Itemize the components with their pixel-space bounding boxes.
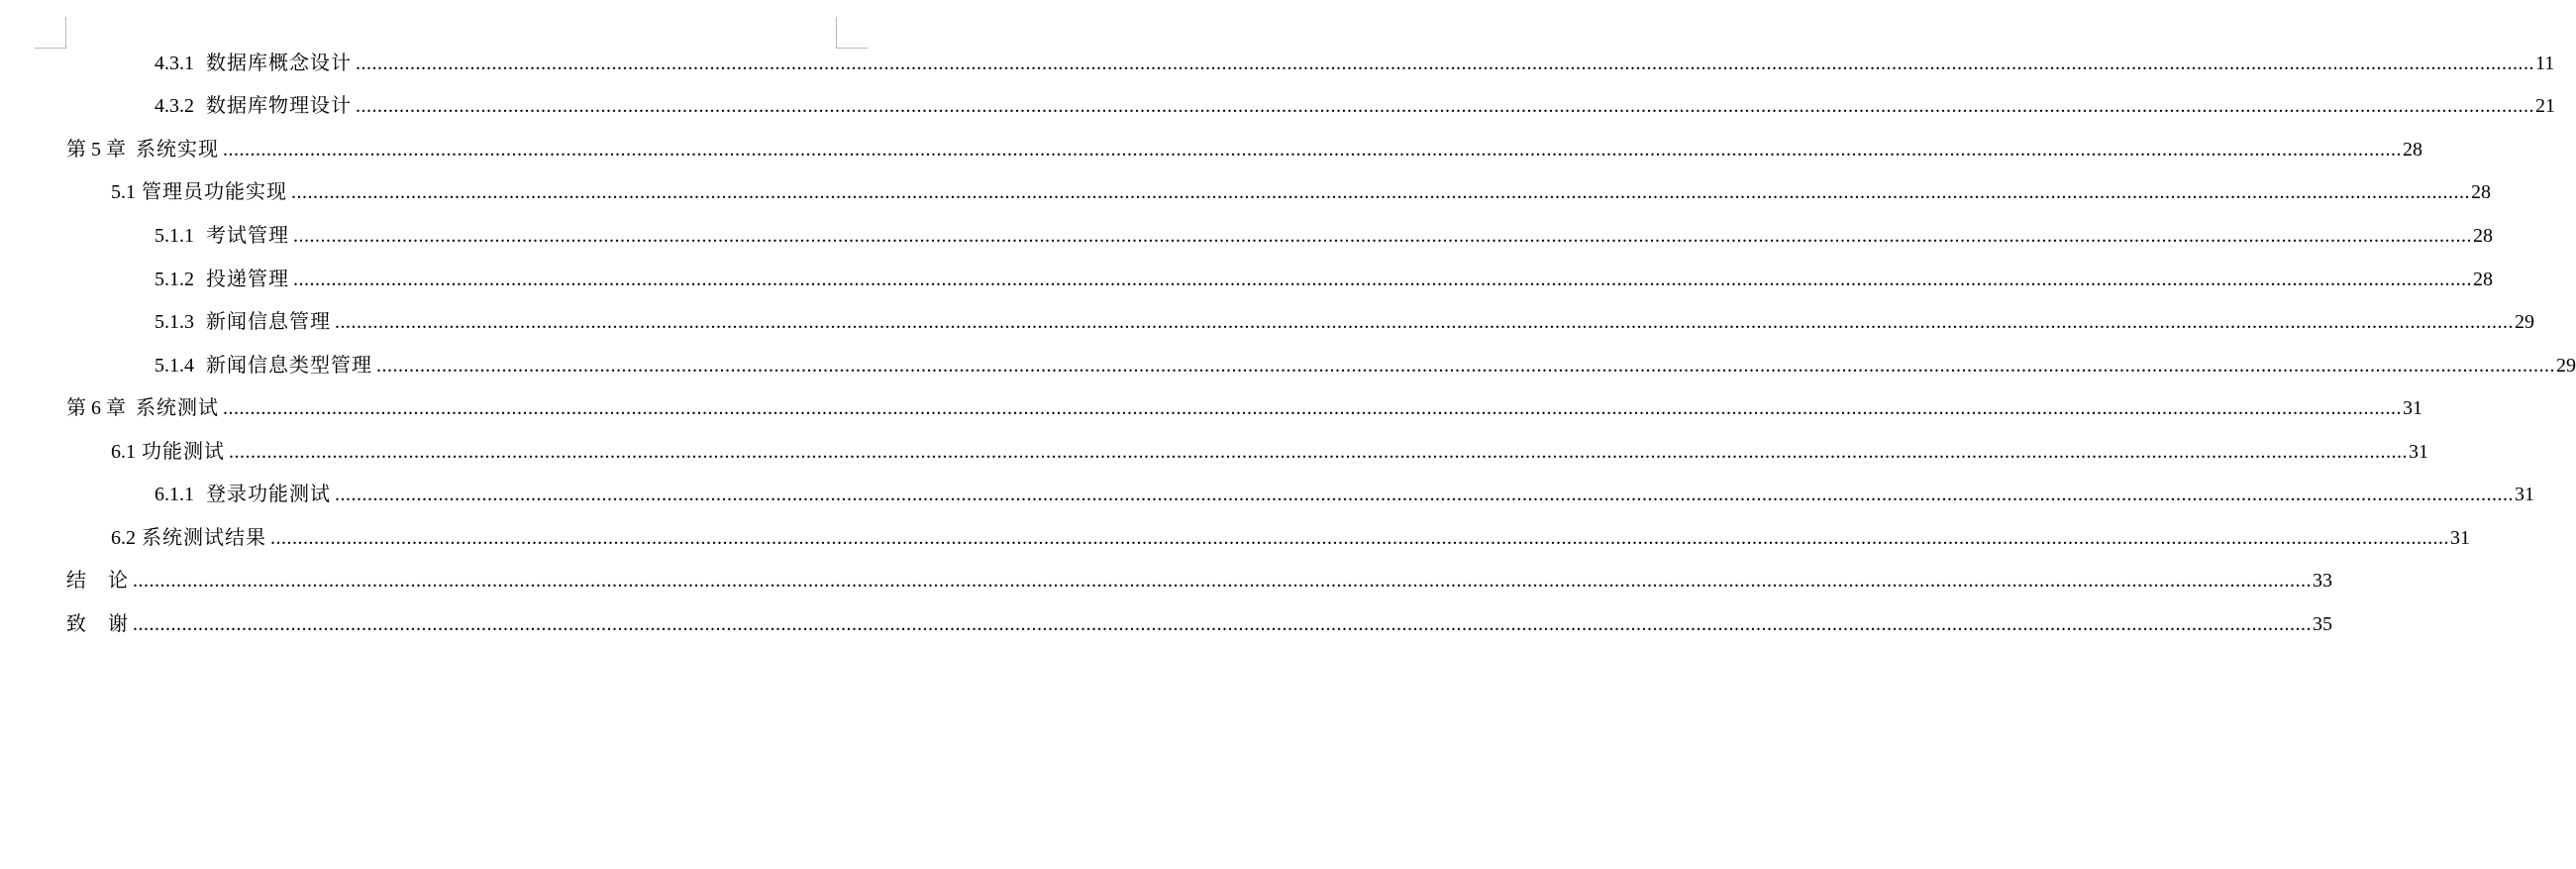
toc-entry-page: 28 <box>2471 181 2491 203</box>
toc-entry[interactable] <box>155 265 2493 294</box>
toc-entry-page: 29 <box>2515 311 2534 333</box>
crop-mark-top-left <box>35 17 66 49</box>
toc-leader-dots: ................................................................................................................................................................................................................................................................................................................................................................................................................ <box>223 397 2402 419</box>
toc-entry-page: 35 <box>2313 613 2332 635</box>
toc-leader-dots: ................................................................................................................................................................................................................................................................................................................................................................................................................ <box>270 527 2449 549</box>
toc-entry-number: 第 6 章 <box>66 397 126 419</box>
toc-entry[interactable] <box>66 393 2422 423</box>
toc-entry-page: 31 <box>2409 441 2428 463</box>
toc-entry[interactable] <box>66 609 2332 639</box>
toc-entry-title: 管理员功能实现 <box>142 181 287 203</box>
toc-entry-number: 5.1 <box>111 181 136 203</box>
toc-entry-title: 投递管理 <box>206 269 289 290</box>
toc-leader-dots: ................................................................................................................................................................................................................................................................................................................................................................................................................ <box>356 53 2534 74</box>
toc-leader-dots: ................................................................................................................................................................................................................................................................................................................................................................................................................ <box>229 441 2408 463</box>
toc-entry-title: 致 谢 <box>66 613 129 635</box>
toc-entry-number: 6.1 <box>111 441 136 463</box>
toc-leader-dots: ................................................................................................................................................................................................................................................................................................................................................................................................................ <box>133 570 2312 592</box>
toc-leader-dots: ................................................................................................................................................................................................................................................................................................................................................................................................................ <box>356 95 2534 117</box>
toc-entry-title: 数据库概念设计 <box>206 53 352 74</box>
toc-entry[interactable] <box>155 480 2534 509</box>
toc-entry-page: 29 <box>2556 355 2576 377</box>
toc-entry-number: 5.1.2 <box>155 269 194 290</box>
toc-entry-page: 11 <box>2535 53 2555 74</box>
toc-leader-dots: ................................................................................................................................................................................................................................................................................................................................................................................................................ <box>133 613 2312 635</box>
toc-entry-number: 6.2 <box>111 527 136 549</box>
toc-leader-dots: ................................................................................................................................................................................................................................................................................................................................................................................................................ <box>291 181 2470 203</box>
toc-entry-title: 新闻信息管理 <box>206 311 331 333</box>
toc-entry-title: 登录功能测试 <box>206 484 331 505</box>
toc-entry[interactable] <box>66 135 2422 164</box>
toc-entry[interactable] <box>111 177 2491 207</box>
toc-entry-page: 31 <box>2450 527 2470 549</box>
toc-entry-number: 第 5 章 <box>66 139 126 161</box>
toc-entry[interactable] <box>155 49 2555 78</box>
toc-entry-title: 新闻信息类型管理 <box>206 355 372 377</box>
toc-entry-page: 28 <box>2473 225 2493 247</box>
toc-entry-page: 33 <box>2313 570 2332 592</box>
toc-leader-dots: ................................................................................................................................................................................................................................................................................................................................................................................................................ <box>335 484 2514 505</box>
toc-entry-title: 考试管理 <box>206 225 289 247</box>
toc-entry[interactable] <box>155 221 2493 251</box>
toc-entry-page: 28 <box>2403 139 2422 161</box>
toc-entry[interactable] <box>155 307 2534 337</box>
toc-entry-page: 31 <box>2403 397 2422 419</box>
toc-entry-title: 系统测试结果 <box>142 527 266 549</box>
toc-entry-page: 21 <box>2535 95 2555 117</box>
toc-entry-number: 4.3.1 <box>155 53 194 74</box>
toc-entry-title: 系统测试 <box>136 397 219 419</box>
toc-leader-dots: ................................................................................................................................................................................................................................................................................................................................................................................................................ <box>376 355 2555 377</box>
toc-leader-dots: ................................................................................................................................................................................................................................................................................................................................................................................................................ <box>293 225 2472 247</box>
toc-entry-number: 5.1.4 <box>155 355 194 377</box>
toc-entry-number: 5.1.1 <box>155 225 194 247</box>
toc-entry-title: 功能测试 <box>142 441 225 463</box>
toc-entry-number: 6.1.1 <box>155 484 194 505</box>
toc-entry-title: 系统实现 <box>136 139 219 161</box>
toc-leader-dots: ................................................................................................................................................................................................................................................................................................................................................................................................................ <box>335 311 2514 333</box>
toc-entry[interactable] <box>155 351 2576 380</box>
crop-mark-top-right <box>836 17 868 49</box>
toc-entry-title: 结 论 <box>66 570 129 592</box>
toc-entry-page: 31 <box>2515 484 2534 505</box>
toc-entry[interactable] <box>111 523 2470 553</box>
toc-leader-dots: ................................................................................................................................................................................................................................................................................................................................................................................................................ <box>223 139 2402 161</box>
toc-entry-number: 5.1.3 <box>155 311 194 333</box>
toc-entry[interactable] <box>111 437 2428 467</box>
toc-entry-title: 数据库物理设计 <box>206 95 352 117</box>
toc-entry-number: 4.3.2 <box>155 95 194 117</box>
toc-entry[interactable] <box>155 91 2555 121</box>
toc-leader-dots: ................................................................................................................................................................................................................................................................................................................................................................................................................ <box>293 269 2472 290</box>
toc-entry[interactable] <box>66 566 2332 596</box>
toc-entry-page: 28 <box>2473 269 2493 290</box>
